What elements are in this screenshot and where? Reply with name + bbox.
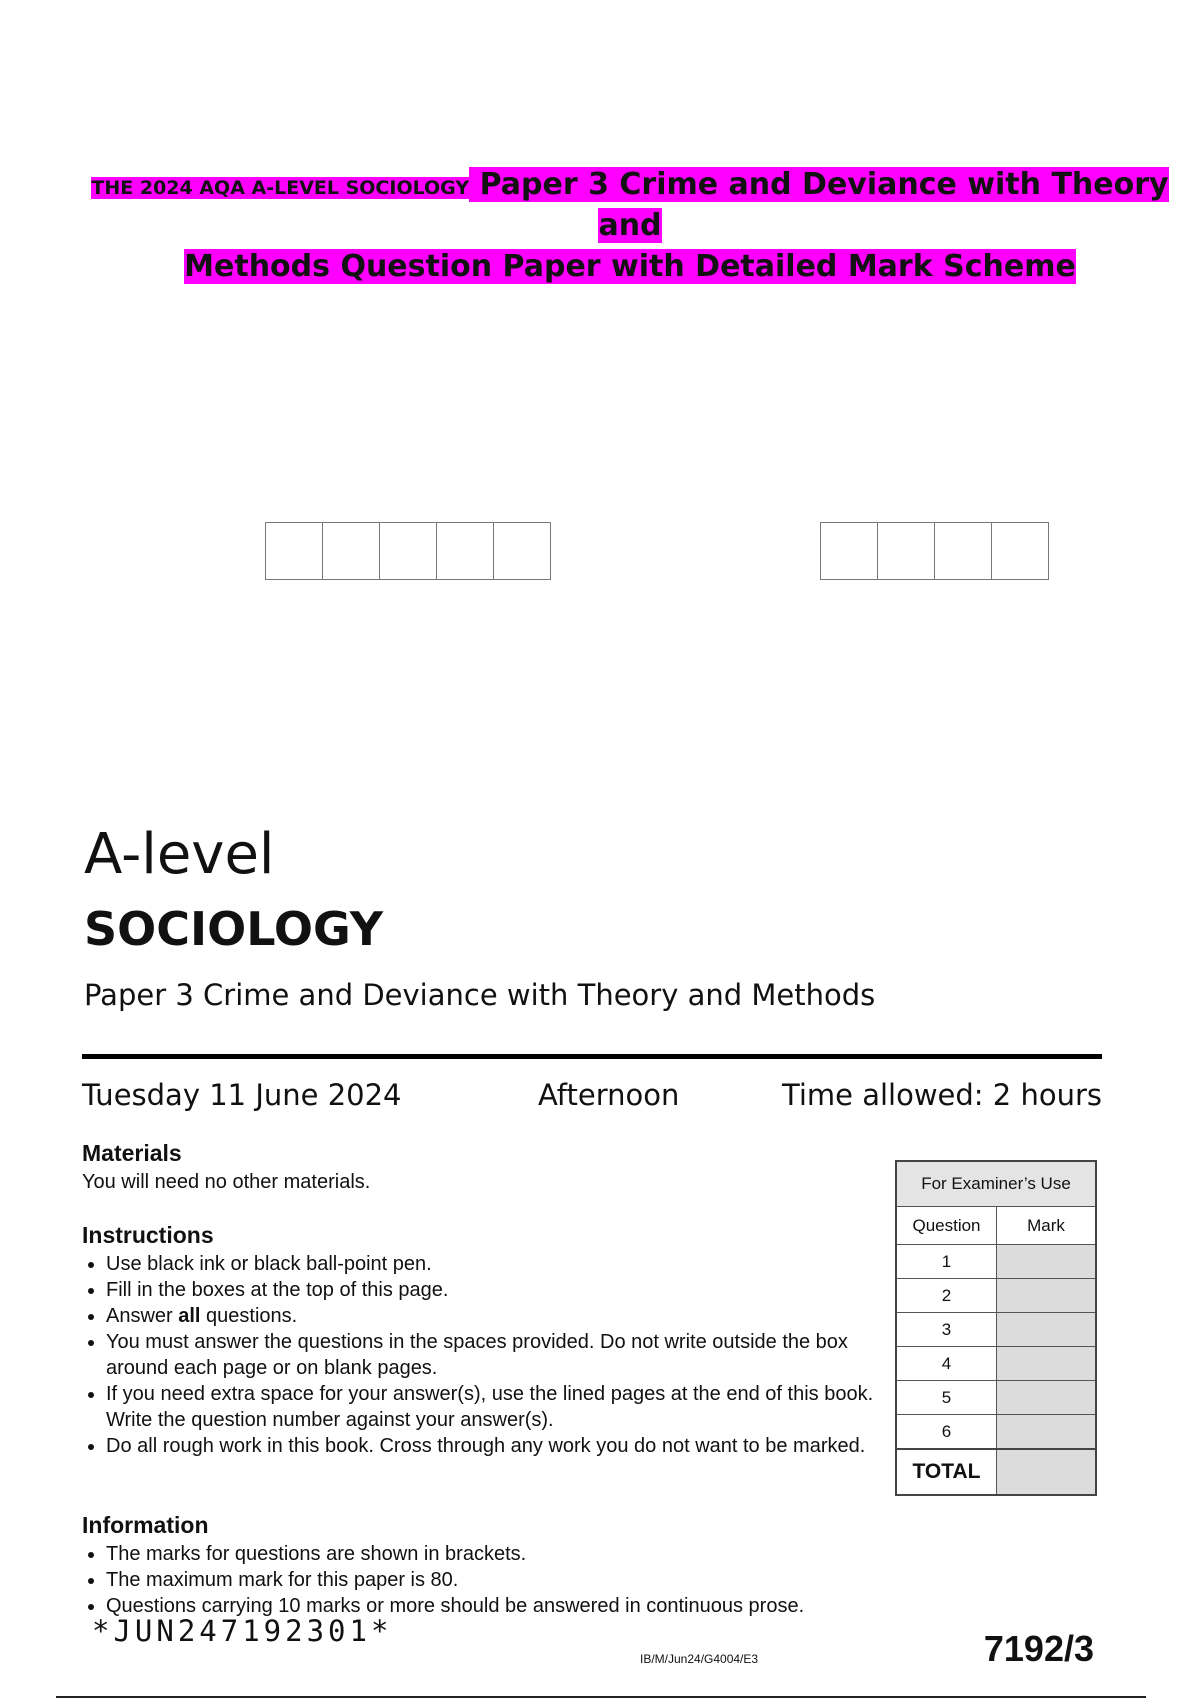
paper-title: Paper 3 Crime and Deviance with Theory and Methods: [84, 978, 876, 1012]
banner-line2: Methods Question Paper with Detailed Mark Scheme: [184, 249, 1076, 284]
banner-prefix: THE 2024 AQA A-LEVEL SOCIOLOGY: [91, 177, 470, 199]
materials-heading: Materials: [82, 1140, 182, 1166]
emphasis-all: all: [178, 1305, 201, 1327]
candidate-number-box[interactable]: [266, 523, 323, 579]
exam-level: A-level: [84, 822, 275, 887]
exam-date: Tuesday 11 June 2024: [82, 1078, 402, 1112]
question-column-header: Question: [896, 1207, 997, 1245]
candidate-number-box[interactable]: [323, 523, 380, 579]
mark-cell[interactable]: [997, 1245, 1097, 1279]
instruction-item: • Answer all questions.: [106, 1303, 882, 1329]
centre-number-box[interactable]: [821, 523, 878, 579]
divider-rule: [82, 1054, 1102, 1059]
exam-session: Afternoon: [538, 1078, 680, 1112]
instructions-section: [82, 1222, 882, 1459]
document-reference: IB/M/Jun24/G4004/E3: [640, 1652, 759, 1666]
materials-section: [82, 1140, 882, 1196]
title-banner: [70, 166, 1190, 289]
candidate-number-box[interactable]: [494, 523, 550, 579]
barcode-text: *JUN247192301*: [92, 1614, 393, 1648]
paper-code: 7192/3: [983, 1628, 1094, 1669]
question-number: 5: [896, 1381, 997, 1415]
question-number: 6: [896, 1415, 997, 1450]
instruction-item: • Use black ink or black ball-point pen.: [106, 1251, 882, 1277]
mark-cell[interactable]: [997, 1415, 1097, 1450]
question-number: 1: [896, 1245, 997, 1279]
mark-cell[interactable]: [997, 1279, 1097, 1313]
candidate-number-box[interactable]: [437, 523, 494, 579]
examiner-table-title: For Examiner’s Use: [896, 1161, 1096, 1207]
instruction-item: • If you need extra space for your answer(s), use the lined pages at the end of this book. Write the question number against your answer(s).: [106, 1381, 882, 1433]
question-number: 4: [896, 1347, 997, 1381]
mark-cell[interactable]: [997, 1313, 1097, 1347]
instructions-heading: Instructions: [82, 1222, 214, 1248]
question-number: 3: [896, 1313, 997, 1347]
mark-cell[interactable]: [997, 1347, 1097, 1381]
total-mark-cell[interactable]: [997, 1449, 1097, 1495]
centre-number-boxes[interactable]: [820, 522, 1049, 580]
instruction-item: • Fill in the boxes at the top of this page.: [106, 1277, 882, 1303]
information-item: • Questions carrying 10 marks or more should be answered in continuous prose.: [106, 1593, 982, 1619]
materials-text: You will need no other materials.: [82, 1171, 371, 1193]
banner-line1: Paper 3 Crime and Deviance with Theory and: [479, 167, 1169, 243]
mark-column-header: Mark: [997, 1207, 1097, 1245]
information-item: • The maximum mark for this paper is 80.: [106, 1567, 982, 1593]
information-section: [82, 1512, 982, 1619]
examiner-use-table: [895, 1160, 1097, 1496]
time-allowed: Time allowed: 2 hours: [782, 1078, 1102, 1112]
information-heading: Information: [82, 1512, 209, 1538]
instruction-item: • Do all rough work in this book. Cross through any work you do not want to be marked.: [106, 1433, 882, 1459]
total-label: TOTAL: [896, 1449, 997, 1495]
centre-number-box[interactable]: [992, 523, 1048, 579]
information-item: • The marks for questions are shown in brackets.: [106, 1541, 982, 1567]
instruction-item: • You must answer the questions in the spaces provided. Do not write outside the box around each page or on blank pages.: [106, 1329, 882, 1381]
instructions-list: [82, 1251, 882, 1459]
centre-number-box[interactable]: [878, 523, 935, 579]
candidate-number-boxes[interactable]: [265, 522, 551, 580]
question-number: 2: [896, 1279, 997, 1313]
mark-cell[interactable]: [997, 1381, 1097, 1415]
information-list: [82, 1541, 982, 1619]
candidate-number-box[interactable]: [380, 523, 437, 579]
centre-number-box[interactable]: [935, 523, 992, 579]
footer-line: [56, 1696, 1146, 1698]
subject-title: SOCIOLOGY: [84, 902, 384, 956]
